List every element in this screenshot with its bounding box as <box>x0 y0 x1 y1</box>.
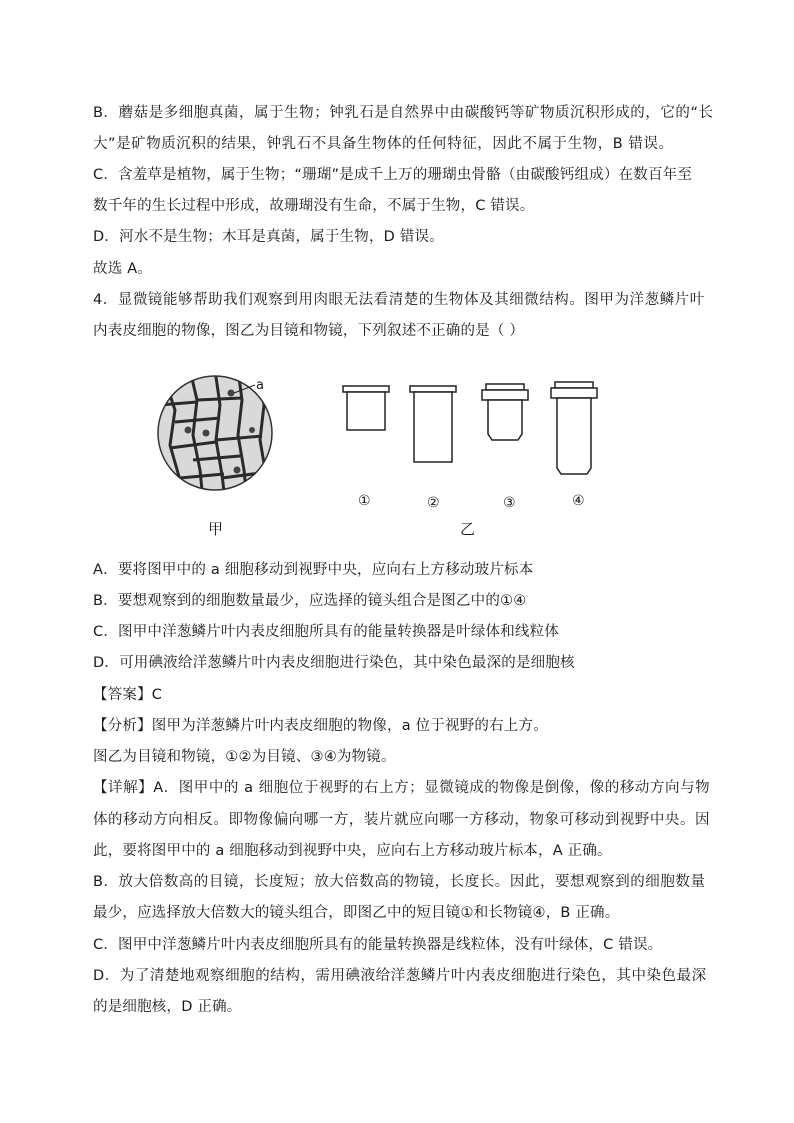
text-line: C．含羞草是植物，属于生物；“珊瑚”是成千上万的珊瑚虫骨骼（由碳酸钙组成）在数百年至 <box>93 167 693 183</box>
onion-cell-view <box>158 370 272 500</box>
option-a: A．要将图甲中的 a 细胞移动到视野中央，应向右上方移动玻片标本 <box>93 562 534 578</box>
label-jia: 甲 <box>208 520 224 538</box>
label-yi: 乙 <box>460 520 476 538</box>
text-line: 大”是矿物质沉积的结果，钟乳石不具备生物体的任何特征，因此不属于生物，B 错误。 <box>93 136 674 152</box>
detail-line: C．图甲中洋葱鳞片叶内表皮细胞所具有的能量转换器是线粒体，没有叶绿体，C 错误。 <box>93 937 663 953</box>
eyepiece-2 <box>410 386 456 462</box>
microscope-figure <box>0 360 794 550</box>
question-text: 内表皮细胞的物像，图乙为目镜和物镜，下列叙述不正确的是（ ） <box>93 323 525 339</box>
objective-3 <box>482 384 528 440</box>
analysis-line: 【分析】图甲为洋葱鳞片叶内表皮细胞的物像，a 位于视野的右上方。 <box>93 718 548 734</box>
lens-number-3: ③ <box>503 495 516 511</box>
objective-4 <box>551 382 597 474</box>
lens-number-2: ② <box>427 495 440 511</box>
detail-line: D．为了清楚地观察细胞的结构，需用碘液给洋葱鳞片叶内表皮细胞进行染色，其中染色最深 <box>93 968 707 984</box>
lens-number-1: ① <box>358 493 371 509</box>
detail-line: 【详解】A．图甲中的 a 细胞位于视野的右上方；显微镜成的物像是倒像，像的移动方向与物 <box>93 780 711 796</box>
option-b: B．要想观察到的细胞数量最少，应选择的镜头组合是图乙中的①④ <box>93 593 527 609</box>
lens-number-4: ④ <box>572 493 585 509</box>
detail-line: 体的移动方向相反。即物像偏向哪一方，装片就应向哪一方移动，物象可移动到视野中央。因 <box>93 812 711 828</box>
analysis-line: 图乙为目镜和物镜，①②为目镜、③④为物镜。 <box>93 749 396 765</box>
eyepiece-1 <box>343 386 389 430</box>
detail-line: 此，要将图甲中的 a 细胞移动到视野中央，应向右上方移动玻片标本，A 正确。 <box>93 843 612 859</box>
label-a: a <box>256 378 264 393</box>
question-text: 4．显微镜能够帮助我们观察到用肉眼无法看清楚的生物体及其细微结构。图甲为洋葱鳞片叶 <box>93 292 705 308</box>
detail-line: B．放大倍数高的目镜，长度短；放大倍数高的物镜，长度长。因此，要想观察到的细胞数量 <box>93 874 706 890</box>
figure-svg <box>0 360 794 550</box>
detail-line: 的是细胞核，D 正确。 <box>93 999 242 1015</box>
text-line: 故选 A。 <box>93 261 153 277</box>
answer-line: 【答案】C <box>93 687 163 703</box>
detail-line: 最少，应选择放大倍数大的镜头组合，即图乙中的短目镜①和长物镜④，B 正确。 <box>93 905 620 921</box>
text-line: 数千年的生长过程中形成，故珊瑚没有生命，不属于生物，C 错误。 <box>93 198 535 214</box>
option-c: C．图甲中洋葱鳞片叶内表皮细胞所具有的能量转换器是叶绿体和线粒体 <box>93 624 560 640</box>
option-d: D．可用碘液给洋葱鳞片叶内表皮细胞进行染色，其中染色最深的是细胞核 <box>93 655 575 671</box>
text-line: D．河水不是生物；木耳是真菌，属于生物，D 错误。 <box>93 229 444 245</box>
text-line: B．蘑菇是多细胞真菌，属于生物；钟乳石是自然界中由碳酸钙等矿物质沉积形成的，它的“长 <box>93 105 714 121</box>
